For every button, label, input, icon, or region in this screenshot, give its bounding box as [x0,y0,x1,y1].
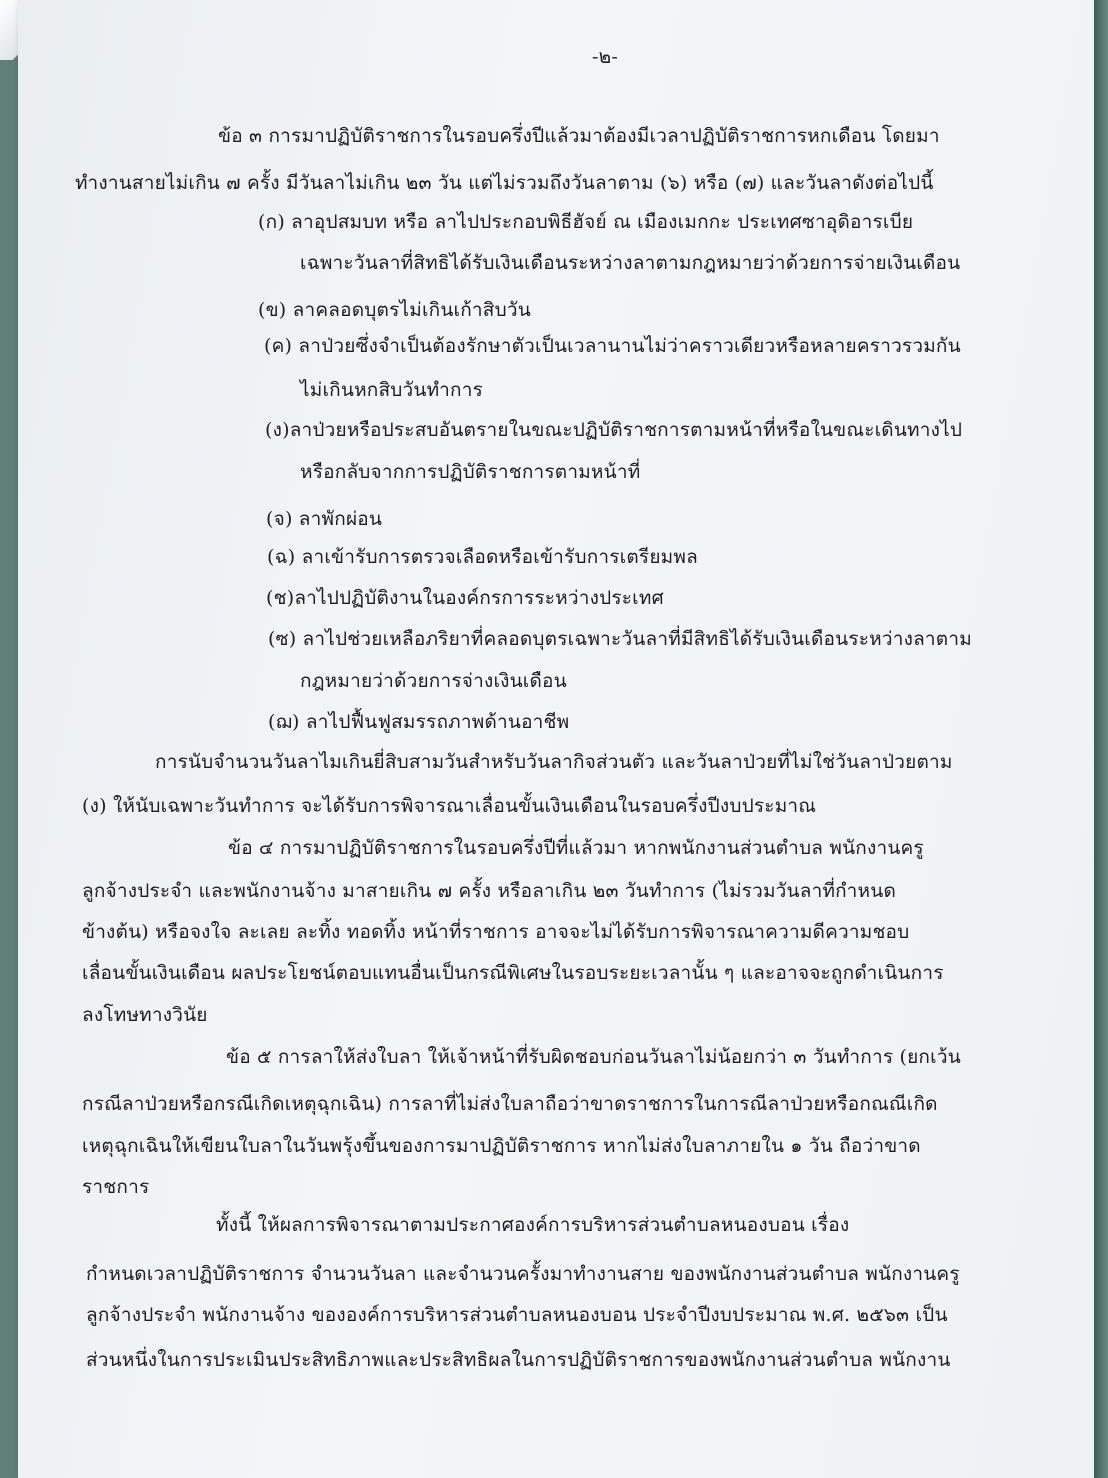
item-so-line-1: (ซ) ลาไปช่วยเหลือภริยาที่คลอดบุตรเฉพาะวันลาที่มีสิทธิได้รับเงินเดือนระหว่างลาตาม [268,628,972,650]
item-kho: (ข) ลาคลอดบุตรไม่เกินเก้าสิบวัน [258,299,531,321]
clause-4-line-5: ลงโทษทางวินัย [82,1004,208,1026]
item-cho: (จ) ลาพักผ่อน [266,508,383,530]
page-number: -๒- [592,46,618,68]
conclusion-line-1: ทั้งนี้ ให้ผลการพิจารณาตามประกาศองค์การบริหารส่วนตำบลหนองบอน เรื่อง [216,1214,850,1236]
clause-4-line-3: ข้างต้น) หรือจงใจ ละเลย ละทิ้ง ทอดทิ้ง หน้าที่ราชการ อาจจะไม่ได้รับการพิจารณาความดีความชอบ [82,921,910,943]
clause-3-line-1: ข้อ ๓ การมาปฏิบัติราชการในรอบครึ่งปีแล้วมาต้องมีเวลาปฏิบัติราชการหกเดือน โดยมา [218,125,940,147]
clause-5-line-3: เหตุฉุกเฉินให้เขียนใบลาในวันพรุ้งขึ้นของการมาปฏิบัติราชการ หากไม่ส่งใบลาภายใน ๑ วัน ถือว่าขาด [82,1135,921,1157]
clause-4-line-2: ลูกจ้างประจำ และพนักงานจ้าง มาสายเกิน ๗ ครั้ง หรือลาเกิน ๒๓ วันทำการ (ไม่รวมวันลาที่กำหนด [82,880,896,902]
item-so-line-2: กฎหมายว่าด้วยการจ่างเงินเดือน [300,670,567,692]
item-kho-khwai-line-2: ไม่เกินหกสิบวันทำการ [300,379,483,401]
clause-5-line-1: ข้อ ๕ การลาให้ส่งใบลา ให้เจ้าหน้าที่รับผิดชอบก่อนวันลาไม่น้อยกว่า ๓ วันทำการ (ยกเว้น [226,1046,961,1068]
counting-line-2: (ง) ให้นับเฉพาะวันทำการ จะได้รับการพิจารณาเลื่อนขั้นเงินเดือนในรอบครึ่งปีงบประมาณ [82,795,817,817]
conclusion-line-2: กำหนดเวลาปฏิบัติราชการ จำนวนวันลา และจำนวนครั้งมาทำงานสาย ของพนักงานส่วนตำบล พนักงานครู [86,1263,960,1285]
clause-5-line-4: ราชการ [82,1176,150,1198]
item-ngo-line-2: หรือกลับจากการปฏิบัติราชการตามหน้าที่ [300,461,641,483]
clause-4-line-1: ข้อ ๔ การมาปฏิบัติราชการในรอบครึ่งปีที่แล้วมา หากพนักงานส่วนตำบล พนักงานครู [228,837,924,859]
item-ko-line-1: (ก) ลาอุปสมบท หรือ ลาไปประกอบพิธีฮัจย์ ณ เมืองเมกกะ ประเทศซาอุดิอารเบีย [258,211,914,233]
clause-4-line-4: เลื่อนขั้นเงินเดือน ผลประโยชน์ตอบแทนอื่นเป็นกรณีพิเศษในรอบระยะเวลานั้น ๆ และอาจจะถูกดำเนินการ [82,962,944,984]
conclusion-line-3: ลูกจ้างประจำ พนักงานจ้าง ขององค์การบริหารส่วนตำบลหนองบอน ประจำปีงบประมาณ พ.ศ. ๒๕๖๓ เป็น [86,1304,948,1326]
page-edge-background [1094,0,1108,1478]
counting-line-1: การนับจำนวนวันลาไมเกินยี่สิบสามวันสำหรับวันลากิจส่วนตัว และวันลาป่วยที่ไม่ใช่วันลาป่วยตาม [155,751,953,773]
clause-3-line-2: ทำงานสายไม่เกิน ๗ ครั้ง มีวันลาไม่เกิน ๒๓ วัน แต่ไม่รวมถึงวันลาตาม (๖) หรือ (๗) และวันลาดังต่อไปนี้ [75,172,934,194]
clause-5-line-2: กรณีลาป่วยหรือกรณีเกิดเหตุฉุกเฉิน) การลาที่ไม่ส่งใบลาถือว่าขาดราชการในการณีลาป่วยหรือกณณีเกิด [82,1093,938,1115]
conclusion-line-4: ส่วนหนึ่งในการประเมินประสิทธิภาพและประสิทธิผลในการปฏิบัติราชการของพนักงานส่วนตำบล พนักงาน [86,1349,951,1371]
item-ko-line-2: เฉพาะวันลาที่สิทธิได้รับเงินเดือนระหว่างลาตามกฎหมายว่าด้วยการจ่ายเงินเดือน [300,252,961,274]
item-chho: (ฉ) ลาเข้ารับการตรวจเลือดหรือเข้ารับการเตรียมพล [267,546,698,568]
item-kho-khwai-line-1: (ค) ลาป่วยซึ่งจำเป็นต้องรักษาตัวเป็นเวลานานไม่ว่าคราวเดียวหรือหลายคราวรวมกัน [264,335,961,357]
item-ngo-line-1: (ง)ลาป่วยหรือประสบอันตรายในขณะปฏิบัติราชการตามหน้าที่หรือในขณะเดินทางไป [265,419,963,441]
item-cho-choe: (ฌ) ลาไปฟื้นฟูสมรรถภาพด้านอาชีพ [268,711,570,733]
item-cho-chang: (ช)ลาไปปฏิบัติงานในองค์กรการระหว่างประเทศ [266,587,664,609]
